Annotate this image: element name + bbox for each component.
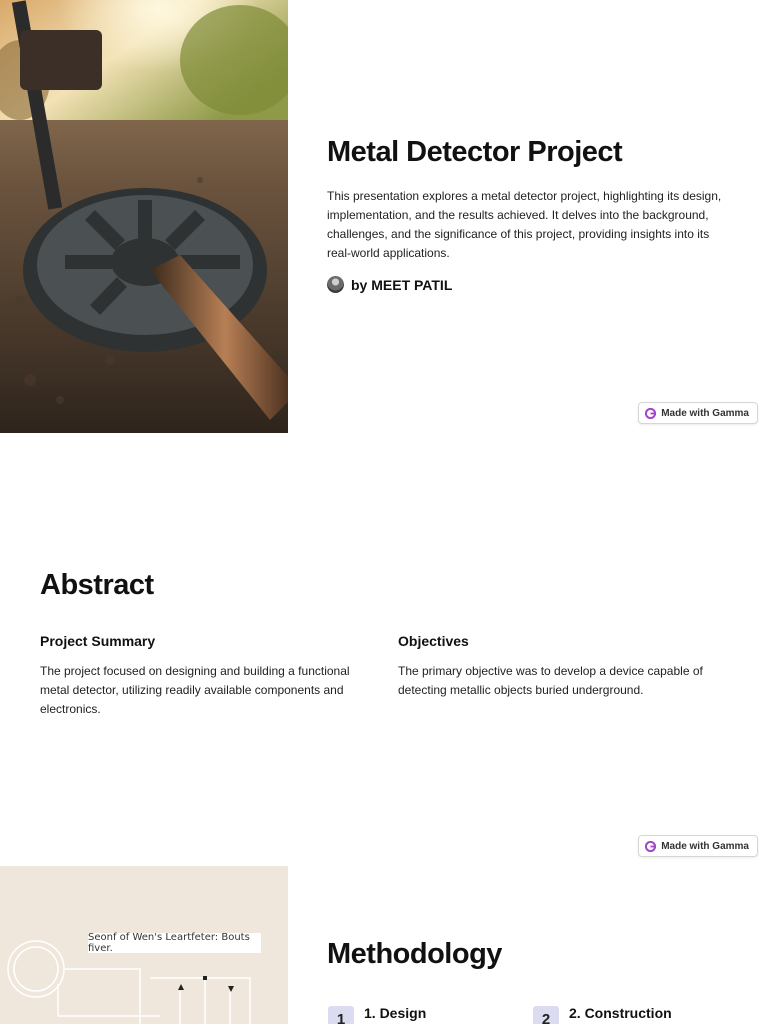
avatar <box>327 276 344 293</box>
author-name: by MEET PATIL <box>351 276 453 293</box>
badge-label: Made with Gamma <box>661 407 749 419</box>
metal-detector-photo <box>0 0 288 433</box>
made-with-gamma-badge[interactable] <box>638 835 758 857</box>
gamma-logo-icon <box>645 408 656 419</box>
step-number: 1 <box>328 1006 354 1024</box>
slide-abstract <box>0 433 768 866</box>
step-label: 2. Construction <box>569 1005 672 1021</box>
abstract-title: Abstract <box>40 569 154 601</box>
step-design <box>328 1004 426 1024</box>
presentation-title: Metal Detector Project <box>327 136 623 168</box>
author-byline <box>327 276 452 293</box>
presentation-description: This presentation explores a metal detector project, highlighting its design, implementation, and the results achieved. It delves into the background, challenges, and the significance of this project, providing insights into its real-world applications. <box>327 189 722 260</box>
objectives-text: The primary objective was to develop a device capable of detecting metallic objects buried underground. <box>398 664 703 697</box>
badge-label: Made with Gamma <box>661 840 749 852</box>
slide-title <box>0 0 768 433</box>
step-label: 1. Design <box>364 1005 427 1021</box>
gamma-logo-icon <box>645 841 656 852</box>
circuit-diagram-image <box>0 866 288 1024</box>
made-with-gamma-badge[interactable] <box>638 402 758 424</box>
slide-methodology <box>0 866 768 1024</box>
step-number: 2 <box>533 1006 559 1024</box>
step-construction <box>533 1004 672 1024</box>
project-summary-heading: Project Summary <box>40 633 156 649</box>
diagram-caption: Seonf of Wen's Leartfeter: Bouts fiver. <box>88 933 261 953</box>
methodology-title: Methodology <box>327 938 502 970</box>
objectives-heading: Objectives <box>398 633 469 649</box>
project-summary-text: The project focused on designing and building a functional metal detector, utilizing readily available components and electronics. <box>40 664 350 716</box>
